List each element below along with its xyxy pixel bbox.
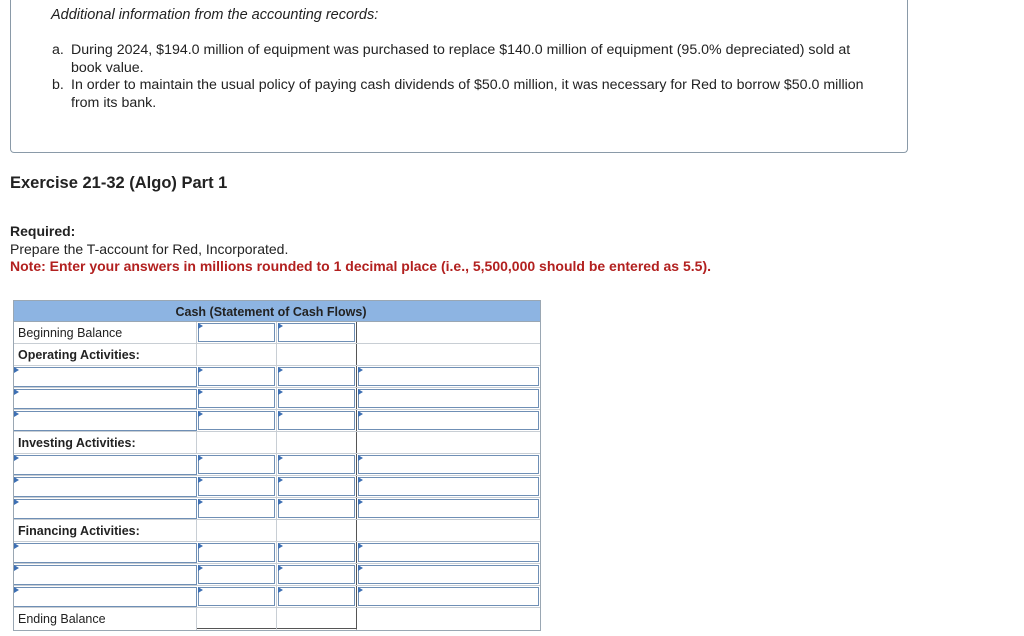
dropdown-marker-icon [358, 565, 363, 571]
info-marker: b. [52, 77, 64, 93]
dropdown-marker-icon [198, 499, 203, 505]
financing-credit-input[interactable] [278, 565, 355, 584]
operating-header-row [13, 344, 541, 366]
financing-description-input[interactable] [13, 543, 197, 563]
beginning-balance-label: Beginning Balance [13, 322, 197, 343]
investing-entry-row [13, 476, 541, 498]
financing-debit-input[interactable] [198, 587, 275, 606]
beginning-credit-input[interactable] [278, 323, 355, 342]
financing-entry-row [13, 564, 541, 586]
dropdown-marker-icon [278, 411, 283, 417]
financing-activities-label: Financing Activities: [13, 520, 197, 541]
dropdown-marker-icon [198, 565, 203, 571]
dropdown-marker-icon [14, 587, 19, 593]
dropdown-marker-icon [278, 367, 283, 373]
exercise-title: Exercise 21-32 (Algo) Part 1 [10, 174, 228, 192]
operating-credit-description-input[interactable] [358, 367, 539, 386]
ending-balance-row [13, 608, 541, 631]
dropdown-marker-icon [14, 543, 19, 549]
ending-debit-cell[interactable] [197, 608, 277, 631]
info-list [52, 42, 872, 112]
beginning-balance-row [13, 322, 541, 344]
investing-header-row [13, 432, 541, 454]
financing-debit-input[interactable] [198, 543, 275, 562]
operating-debit-input[interactable] [198, 367, 275, 386]
financing-debit-input[interactable] [198, 565, 275, 584]
dropdown-marker-icon [278, 455, 283, 461]
investing-credit-input[interactable] [278, 477, 355, 496]
operating-activities-label: Operating Activities: [13, 344, 197, 365]
required-instruction: Prepare the T-account for Red, Incorporated. [10, 240, 289, 257]
dropdown-marker-icon [278, 477, 283, 483]
dropdown-marker-icon [14, 499, 19, 505]
t-account-table [13, 300, 541, 631]
financing-description-input[interactable] [13, 587, 197, 607]
dropdown-marker-icon [278, 587, 283, 593]
investing-activities-label: Investing Activities: [13, 432, 197, 453]
operating-entry-row [13, 410, 541, 432]
investing-credit-description-input[interactable] [358, 455, 539, 474]
investing-description-input[interactable] [13, 477, 197, 497]
dropdown-marker-icon [198, 543, 203, 549]
ending-credit-cell[interactable] [277, 608, 357, 631]
dropdown-marker-icon [278, 499, 283, 505]
operating-credit-input[interactable] [278, 367, 355, 386]
info-title: Additional information from the accounting records: [51, 7, 379, 23]
beginning-debit-input[interactable] [198, 323, 275, 342]
required-section [10, 223, 711, 276]
investing-debit-input[interactable] [198, 477, 275, 496]
dropdown-marker-icon [14, 565, 19, 571]
info-marker: a. [52, 42, 64, 58]
dropdown-marker-icon [198, 477, 203, 483]
operating-entry-row [13, 366, 541, 388]
dropdown-marker-icon [358, 455, 363, 461]
dropdown-marker-icon [358, 389, 363, 395]
investing-description-input[interactable] [13, 499, 197, 519]
investing-entry-row [13, 498, 541, 520]
dropdown-marker-icon [14, 411, 19, 417]
info-text: During 2024, $194.0 million of equipment was purchased to replace $140.0 million of equipment (95.0% depreciated) sold at book value. [71, 42, 851, 76]
dropdown-marker-icon [278, 565, 283, 571]
financing-description-input[interactable] [13, 565, 197, 585]
required-note: Note: Enter your answers in millions rounded to 1 decimal place (i.e., 5,500,000 should be entered as 5.5). [10, 258, 711, 274]
dropdown-marker-icon [358, 477, 363, 483]
dropdown-marker-icon [358, 367, 363, 373]
t-account-header: Cash (Statement of Cash Flows) [13, 300, 541, 322]
investing-description-input[interactable] [13, 455, 197, 475]
dropdown-marker-icon [358, 499, 363, 505]
dropdown-marker-icon [198, 587, 203, 593]
dropdown-marker-icon [358, 543, 363, 549]
operating-description-input[interactable] [13, 367, 197, 387]
operating-credit-description-input[interactable] [358, 411, 539, 430]
dropdown-marker-icon [198, 323, 203, 329]
info-text: In order to maintain the usual policy of paying cash dividends of $50.0 million, it was necessary for Red to borrow $50.0 million from its bank. [71, 77, 864, 111]
investing-debit-input[interactable] [198, 455, 275, 474]
ending-balance-label: Ending Balance [13, 608, 197, 631]
info-item-a [52, 42, 872, 77]
financing-header-row [13, 520, 541, 542]
operating-debit-input[interactable] [198, 389, 275, 408]
info-item-b [52, 77, 872, 112]
operating-credit-input[interactable] [278, 389, 355, 408]
dropdown-marker-icon [358, 587, 363, 593]
investing-credit-input[interactable] [278, 499, 355, 518]
dropdown-marker-icon [358, 411, 363, 417]
dropdown-marker-icon [198, 411, 203, 417]
dropdown-marker-icon [278, 543, 283, 549]
investing-entry-row [13, 454, 541, 476]
financing-credit-description-input[interactable] [358, 587, 539, 606]
financing-credit-input[interactable] [278, 587, 355, 606]
operating-description-input[interactable] [13, 389, 197, 409]
financing-entry-row [13, 586, 541, 608]
dropdown-marker-icon [198, 389, 203, 395]
operating-entry-row [13, 388, 541, 410]
dropdown-marker-icon [278, 389, 283, 395]
required-label: Required: [10, 223, 76, 239]
dropdown-marker-icon [198, 455, 203, 461]
dropdown-marker-icon [14, 389, 19, 395]
financing-credit-description-input[interactable] [358, 543, 539, 562]
financing-credit-input[interactable] [278, 543, 355, 562]
operating-debit-input[interactable] [198, 411, 275, 430]
dropdown-marker-icon [278, 323, 283, 329]
operating-credit-input[interactable] [278, 411, 355, 430]
dropdown-marker-icon [14, 477, 19, 483]
operating-credit-description-input[interactable] [358, 389, 539, 408]
financing-credit-description-input[interactable] [358, 565, 539, 584]
investing-credit-description-input[interactable] [358, 477, 539, 496]
financing-entry-row [13, 542, 541, 564]
investing-credit-input[interactable] [278, 455, 355, 474]
investing-credit-description-input[interactable] [358, 499, 539, 518]
dropdown-marker-icon [14, 455, 19, 461]
investing-debit-input[interactable] [198, 499, 275, 518]
operating-description-input[interactable] [13, 411, 197, 431]
dropdown-marker-icon [198, 367, 203, 373]
dropdown-marker-icon [14, 367, 19, 373]
